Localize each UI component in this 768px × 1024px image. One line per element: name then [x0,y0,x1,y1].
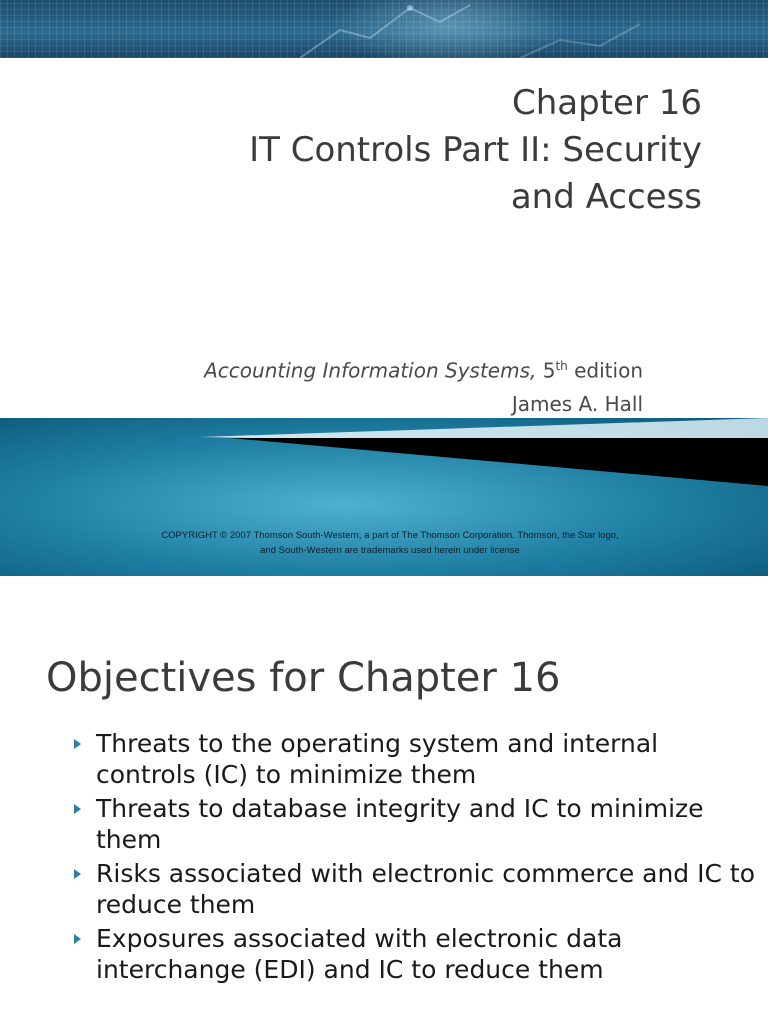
title-line: and Access [510,177,702,217]
title-line: Chapter 16 [511,83,702,123]
edition-suffix: th [555,359,568,373]
copyright-notice [0,528,768,558]
triangle-bullet-icon [74,934,81,944]
objectives-list [74,728,764,988]
title-line: IT Controls Part II: Security [249,130,702,170]
author: James A. Hall [511,391,643,416]
list-item-text: Risks associated with electronic commerce and IC to reduce them [96,859,755,919]
triangle-bullet-icon [74,869,81,879]
book-title: Accounting Information Systems, [204,358,537,383]
objectives-slide [0,620,768,1024]
list-item [74,923,764,985]
slide-title: Objectives for Chapter 16 [46,655,561,701]
list-item-text: Threats to the operating system and internal controls (IC) to minimize them [96,729,659,789]
list-item [74,728,764,790]
copyright-line: and South-Western are trademarks used herein under license [260,545,520,556]
triangle-bullet-icon [74,804,81,814]
list-item-text: Exposures associated with electronic data interchange (EDI) and IC to reduce them [96,924,623,984]
edition-word: edition [574,358,643,383]
list-item [74,858,764,920]
list-item [74,793,764,855]
triangle-bullet-icon [74,739,81,749]
edition-number: 5 [542,358,556,383]
copyright-line: COPYRIGHT © 2007 Thomson South-Western, a part of The Thomson Corporation. Thomson, the Star logo, [161,530,619,541]
list-item-text: Threats to database integrity and IC to minimize them [96,794,704,854]
